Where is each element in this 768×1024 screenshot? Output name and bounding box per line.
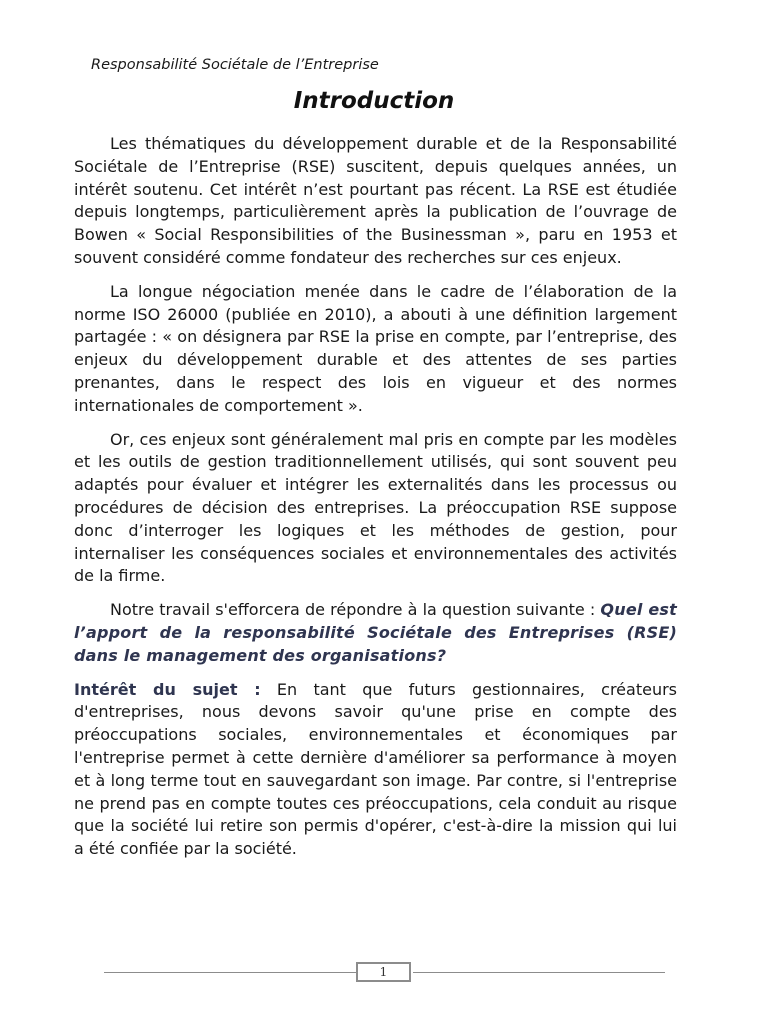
question-intro: Notre travail s'efforcera de répondre à la question suivante : bbox=[110, 600, 601, 620]
paragraph-3: Or, ces enjeux sont généralement mal pris en compte par les modèles et les outils de gestion traditionnellement utilisés, qui sont souvent peu adaptés pour évaluer et intégrer les externalités dans les processus ou procédures de décision des entreprises. La préoccupation RSE suppose donc d’interroger les logiques et les méthodes de gestion, pour internaliser les conséquences sociales et environnementales des activités de la firme. bbox=[74, 429, 677, 586]
paragraph-4 bbox=[74, 599, 677, 667]
interest-text: En tant que futurs gestionnaires, créateurs d'entreprises, nous devons savoir qu'une prise en compte des préoccupations sociales, environnementales et économiques par l'entreprise permet à cette dernière d'améliorer sa performance à moyen et à long terme tout en sauvegardant son image. Par contre, si l'entreprise ne prend pas en compte toutes ces préoccupations, cela conduit au risque que la société lui retire son permis d'opérer, c'est-à-dire la mission qui lui a été confiée par la société. bbox=[74, 679, 677, 859]
research-question: Quel est l’apport de la responsabilité Sociétale des Entreprises (RSE) dans le management des organisations? bbox=[74, 600, 678, 665]
page-title: Introduction bbox=[293, 88, 455, 114]
paragraph-2: La longue négociation menée dans le cadre de l’élaboration de la norme ISO 26000 (publiée en 2010), a abouti à une définition largement partagée : « on désignera par RSE la prise en compte, par l’entreprise, des enjeux du développement durable et des attentes de ses parties prenantes, dans le respect des lois en vigueur et des normes internationales de comportement ». bbox=[74, 281, 677, 415]
paragraph-1: Les thématiques du développement durable et de la Responsabilité Sociétale de l’Entreprise (RSE) suscitent, depuis quelques années, un intérêt soutenu. Cet intérêt n’est pourtant pas récent. La RSE est étudiée depuis longtemps, particulièrement après la publication de l’ouvrage de Bowen « Social Responsibilities of the Businessman », paru en 1953 et souvent considéré comme fondateur des recherches sur ces enjeux. bbox=[74, 134, 677, 267]
footer-rule-left bbox=[104, 972, 356, 973]
running-header: Responsabilité Sociétale de l’Entreprise bbox=[91, 57, 379, 73]
footer-rule-right bbox=[413, 972, 665, 973]
document-body bbox=[74, 133, 677, 872]
paragraph-5 bbox=[74, 679, 677, 861]
page-number: 1 bbox=[356, 962, 411, 982]
interest-label: Intérêt du sujet : bbox=[74, 679, 261, 699]
